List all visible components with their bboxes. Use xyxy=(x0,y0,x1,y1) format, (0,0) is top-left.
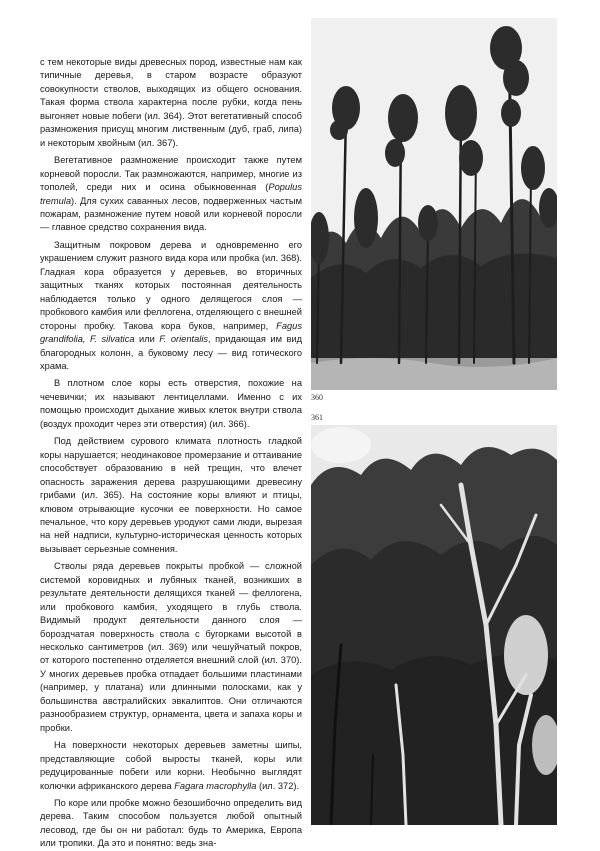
body-text-column xyxy=(40,56,302,851)
paragraph xyxy=(40,435,302,556)
paragraph xyxy=(40,239,302,374)
paragraph xyxy=(40,154,302,235)
text-run: с тем некоторые виды древесных пород, известные нам как типичные деревья, в старом возрасте образуют совокупности стволов, выходящих из общего основания. Такая форма ствола характерна после рубки, когда пень выгоняет новые побеги (ил. 364). Этот вегетативный способ размножения присущ многим лиственным (дуб, граб, липа) и некоторым хвойным (ил. 367). xyxy=(40,57,302,148)
text-run: или xyxy=(134,334,160,345)
latin-name: Fagus grandifolia, F. silvatica xyxy=(40,320,302,345)
text-run: Стволы ряда деревьев покрыты пробкой — сложной системой коровидных и лубяных тканей, возникших в результате деятельности делящихся тканей — феллогена, или пробкового камбия, уходящего в глубь ствола. Видимый продукт деятельности данного слоя — бороздчатая поверхность ствола с бугорками высотой в несколько сантиметров (ил. 369) или чешуйчатый покров, от которого постепенно отделяется внешний слой (ил. 370). У многих деревьев пробка отпадает большими пластинами (например, у платана) или длинными полосками, как у большинства австралийских эвкалиптов. Они отличаются разнообразием структур, орнамента, цвета и запаха коры и пробки. xyxy=(40,561,302,733)
text-run: По коре или пробке можно безошибочно определить вид дерева. Таким способом пользуется любой опытный лесовод, где бы он ни работал: будь то Америка, Европа или тропики. Да это и понятно: ведь зна- xyxy=(40,798,302,849)
text-run: Вегетативное размножение происходит также путем корневой поросли. Так размножаются, например, многие из тополей, среди них и осина обыкновенная ( xyxy=(40,155,302,193)
text-run: ). Для сухих саванных лесов, подверженных частым пожарам, размножение путем новой или корневой поросли — главное средство сохранения вида. xyxy=(40,195,302,233)
latin-name: Fagara macrophylla xyxy=(174,780,257,791)
paragraph xyxy=(40,377,302,431)
deciduous-forest-illustration xyxy=(311,425,557,825)
pine-forest-photo xyxy=(311,18,557,390)
paragraph xyxy=(40,56,302,150)
text-run: (ил. 372). xyxy=(256,780,300,791)
paragraph xyxy=(40,739,302,793)
text-run: , придающая им вид благородных колонн, а буковому лесу — вид готического храма. xyxy=(40,334,302,371)
text-run: Защитным покровом дерева и одновременно его украшением служит разного вида кора или пробка (ил. 368). Гладкая кора образуется у деревьев, во вторичных защитных тканях которых постоянная деятельность наблюдается только у одного делящегося слоя — пробкового камбия или феллогена, отделяющего с внешней стороны пробку. Такова кора буков, например, xyxy=(40,239,302,331)
latin-name: F. orientalis xyxy=(159,334,209,345)
pine-forest-illustration xyxy=(311,18,557,390)
latin-name: Populus tremula xyxy=(40,182,302,206)
figure-number-361: 361 xyxy=(311,413,323,422)
deciduous-forest-photo xyxy=(311,425,557,825)
paragraph xyxy=(40,560,302,735)
text-run: Под действием сурового климата плотность гладкой коры нарушается; неодинаковое промерзание и оттаивание способствует образованию в ней трещин, что влечет опасность заражения дерева разрушающими древесину грибами (ил. 365). На состояние коры влияют и птицы, клювом отрывающие кусочки ее поверхности. Но самое печальное, что кору деревьев уродуют сами люди, вырезая на ней надписи, культурно-историческая ценность которых вызывает серьезные сомнения. xyxy=(40,436,302,554)
text-run: На поверхности некоторых деревьев заметны шипы, представляющие собой выросты тканей, коры или редуцированные побеги или корни. Необычно выглядят колючки африканского дерева xyxy=(40,740,302,791)
text-run: В плотном слое коры есть отверстия, похожие на чечевички; их называют лентицеллами. Именно с их помощью происходит дыхание живых клеток внутри ствола (воздух проходит через эти отверстия) (ил. 366). xyxy=(40,378,302,429)
figure-number-360: 360 xyxy=(311,393,323,402)
paragraph xyxy=(40,797,302,851)
